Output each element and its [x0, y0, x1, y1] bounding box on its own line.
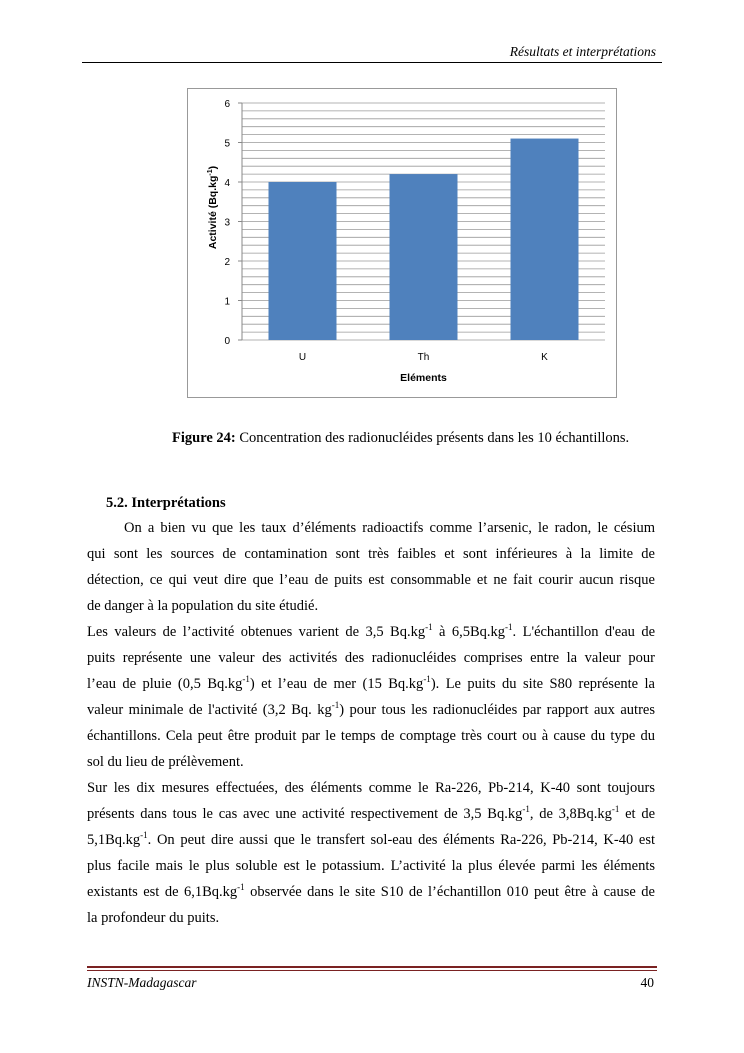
x-axis-label: Eléments — [400, 372, 447, 384]
y-axis-label: Activité $(Bq.kg^{-1})$ — [207, 165, 219, 250]
text-run: ) pour tous les radionucléides par rapport aux autres — [339, 702, 655, 718]
y-tick-label: 4 — [224, 178, 230, 189]
superscript: -1 — [522, 804, 530, 814]
text-run: observée dans le site S10 de l’échantillon 010 peut être à cause de — [244, 884, 655, 900]
superscript: -1 — [331, 700, 340, 710]
text-line — [87, 884, 655, 901]
footer-institution: INSTN-Madagascar — [87, 975, 197, 990]
figure-caption-text: Concentration des radionucléides présents dans les 10 échantillons. — [235, 430, 630, 446]
page-header-title: Résultats et interprétations — [509, 44, 656, 59]
text-line — [87, 806, 655, 823]
page-number: 40 — [640, 975, 654, 990]
text-run: et de — [619, 806, 656, 822]
text-run: ) et l’eau de mer (15 Bq.kg — [249, 676, 424, 692]
text-line: la profondeur du puits. — [87, 910, 220, 926]
text-run: 5,1Bq.kg — [87, 832, 141, 848]
y-tick-label: 2 — [224, 257, 230, 268]
text-line: de danger à la population du site étudié. — [87, 598, 319, 614]
figure-label: Figure 24: — [172, 430, 236, 446]
figure-caption — [172, 430, 629, 447]
text-line: plus facile mais le plus soluble est le potassium. L’activité la plus élevée parmi les éléments — [87, 858, 655, 874]
header-rule — [82, 62, 662, 63]
text-line: détection, ce qui veut dire que l’eau de puits est consommable et ne fait courir aucun risque — [87, 572, 655, 588]
footer-rule-thin — [87, 970, 657, 971]
section-heading: 5.2. Interprétations — [106, 495, 226, 511]
y-tick-label: 1 — [224, 296, 230, 308]
y-tick-label: 6 — [224, 99, 230, 110]
text-run: , de 3,8Bq.kg — [529, 806, 612, 822]
text-line: puits représente une valeur des activités des radionucléides comprises entre la valeur pour — [87, 650, 655, 666]
bar-chart — [188, 89, 618, 399]
y-tick-label: 0 — [224, 336, 230, 347]
text-run: valeur minimale de l'activité (3,2 Bq. kg — [87, 702, 332, 718]
text-line: sol du lieu de prélèvement. — [87, 754, 244, 770]
superscript: -1 — [611, 804, 620, 814]
x-tick-label: K — [541, 352, 548, 363]
text-run: l’eau de pluie (0,5 Bq.kg — [87, 676, 243, 692]
bar-u — [269, 182, 337, 340]
text-line — [87, 832, 655, 849]
footer-rule-thick — [87, 966, 657, 968]
text-line — [87, 702, 655, 719]
bar-k — [511, 139, 579, 340]
y-tick-label: 5 — [224, 138, 230, 150]
y-tick-label: 3 — [224, 217, 230, 229]
superscript: -1 — [425, 622, 433, 632]
text-line: échantillons. Cela peut être produit par le temps de comptage très court ou à cause du type du — [87, 728, 655, 744]
text-line: On a bien vu que les taux d’éléments radioactifs comme l’arsenic, le radon, le césium — [124, 520, 655, 536]
text-line: Sur les dix mesures effectuées, des éléments comme le Ra-226, Pb-214, K-40 sont toujours — [87, 780, 655, 796]
text-run: Les valeurs de l’activité obtenues varient de 3,5 Bq.kg — [87, 624, 426, 640]
chart-frame — [187, 88, 617, 398]
superscript: -1 — [423, 674, 431, 684]
text-run: existants est de 6,1Bq.kg — [87, 884, 238, 900]
bar-th — [390, 174, 458, 340]
text-run: à 6,5Bq.kg — [432, 624, 506, 640]
text-run: présents dans tous le cas avec une activité respectivement de 3,5 Bq.kg — [87, 806, 523, 822]
superscript: -1 — [242, 674, 250, 684]
text-line — [87, 676, 655, 693]
text-run: . On peut dire aussi que le transfert sol-eau des éléments Ra-226, Pb-214, K-40 est — [147, 832, 655, 848]
text-line — [87, 624, 655, 641]
text-run: ). Le puits du site S80 représente la — [430, 676, 655, 692]
superscript: -1 — [505, 622, 513, 632]
superscript: -1 — [140, 830, 148, 840]
text-run: . L'échantillon d'eau de — [512, 624, 656, 640]
superscript: -1 — [237, 882, 245, 892]
x-tick-label: Th — [417, 352, 430, 363]
text-line: qui sont les sources de contamination sont très faibles et sont inférieures à la limite de — [87, 546, 655, 562]
x-tick-label: U — [298, 352, 307, 363]
